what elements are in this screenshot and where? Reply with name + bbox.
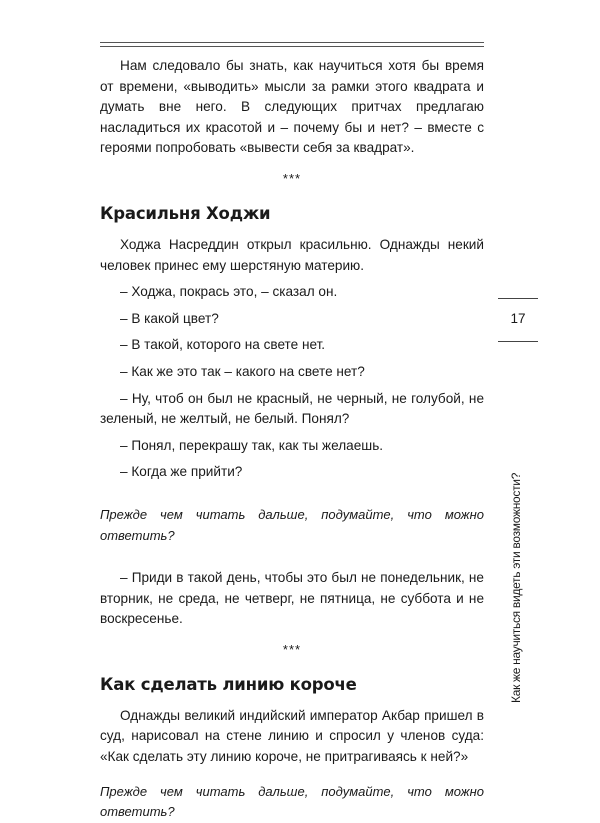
header-rule (100, 42, 484, 47)
section-separator: *** (282, 641, 302, 657)
page-body (100, 56, 484, 823)
dialogue-line: – В такой, которого на свете нет. (120, 337, 326, 353)
dialogue-line: – Ходжа, покрась это, – сказал он. (120, 284, 338, 300)
running-title: Как же научиться видеть эти возможности? (509, 472, 523, 703)
dialogue-line: – Понял, перекрашу так, как ты желаешь. (120, 437, 384, 453)
dialogue-line: – Как же это так – какого на свете нет? (120, 363, 365, 379)
section2-paragraph: Однажды великий индийский император Акбар пришел в суд, нарисовал на стене линию и спросил у членов суда: «Как сделать эту линию короче, не притрагиваясь к ней?» (100, 707, 484, 765)
dialogue-line: – В какой цвет? (120, 310, 219, 326)
answer-paragraph: – Приди в такой день, чтобы это был не понедельник, не вторник, не среда, не четверг, не пятница, не суббота и не воскресенье. (100, 570, 484, 627)
think-prompt: Прежде чем читать дальше, подумайте, что можно ответить? (100, 783, 484, 820)
page-number-block (498, 298, 538, 342)
dialogue-line: – Когда же прийти? (120, 464, 243, 480)
page-number: 17 (510, 311, 526, 326)
intro-paragraph: Нам следовало бы знать, как научиться хотя бы время от времени, «выводить» мысли за рамки этого квадрата и думать вне него. В следующих притчах предлагаю насладиться их красотой и – почему бы и нет? – вместе с героями попробовать «вывести себя за квадрат». (100, 58, 484, 156)
section-heading-line: Как сделать линию короче (100, 674, 357, 694)
dialogue-line: – Ну, чтоб он был не красный, не черный, не голубой, не зеленый, не желтый, не белый. Понял? (100, 390, 484, 427)
section-heading-dyer: Красильня Ходжи (100, 203, 271, 223)
section-separator: *** (282, 170, 302, 186)
section1-paragraph: Ходжа Насреддин открыл красильню. Однажды некий человек принес ему шерстяную материю. (100, 236, 484, 273)
think-prompt: Прежде чем читать дальше, подумайте, что можно ответить? (100, 506, 484, 543)
